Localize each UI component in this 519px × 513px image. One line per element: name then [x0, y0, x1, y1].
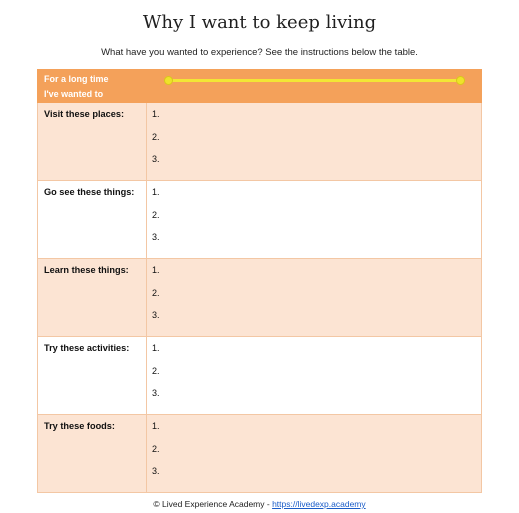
list-item[interactable]: 3. [152, 388, 160, 398]
page-subtitle: What have you wanted to experience? See the instructions below the table. [101, 47, 418, 58]
list-item[interactable]: 2. [152, 365, 160, 376]
list-item[interactable]: 2. [152, 131, 160, 142]
header-label-cell [38, 70, 147, 103]
header-label-line-2: I've wanted to [44, 89, 104, 99]
row-label-try-foods: Try these foods: [44, 421, 115, 431]
list-item[interactable]: 1. [152, 343, 160, 353]
highlighter-stroke [167, 79, 460, 82]
table-row [38, 415, 482, 493]
row-label-cell [38, 103, 147, 181]
header-label-line-1: For a long time [44, 74, 109, 84]
list-item[interactable]: 1. [152, 109, 160, 119]
list-item[interactable]: 2. [152, 287, 160, 298]
row-entry-cell[interactable] [147, 415, 482, 493]
row-label-cell [38, 337, 147, 415]
row-label-learn-things: Learn these things: [44, 265, 129, 275]
table-header-row [38, 70, 482, 103]
row-label-try-activities: Try these activities: [44, 343, 130, 353]
header-blank-cell[interactable] [147, 70, 482, 103]
row-entry-cell[interactable] [147, 103, 482, 181]
row-label-cell [38, 259, 147, 337]
table-row [38, 259, 482, 337]
highlighter-endpoint-right[interactable] [456, 76, 465, 85]
list-item[interactable]: 2. [152, 209, 160, 220]
row-label-cell [38, 415, 147, 493]
list-item[interactable]: 2. [152, 443, 160, 454]
row-label-cell [38, 181, 147, 259]
highlighter-endpoint-left[interactable] [164, 76, 173, 85]
table-row [38, 337, 482, 415]
row-entry-cell[interactable] [147, 259, 482, 337]
row-entry-cell[interactable] [147, 181, 482, 259]
table-row [38, 103, 482, 181]
page-title: Why I want to keep living [142, 12, 377, 33]
list-item[interactable]: 1. [152, 265, 160, 275]
list-item[interactable]: 3. [152, 466, 160, 476]
footer-credit: © Lived Experience Academy - [153, 499, 273, 509]
row-label-see-things: Go see these things: [44, 187, 135, 197]
table-row [38, 181, 482, 259]
list-item[interactable]: 1. [152, 421, 160, 431]
row-label-visit-places: Visit these places: [44, 109, 125, 119]
list-item[interactable]: 3. [152, 232, 160, 242]
list-item[interactable]: 3. [152, 310, 160, 320]
list-item[interactable]: 3. [152, 154, 160, 164]
page-footer [0, 499, 519, 509]
list-item[interactable]: 1. [152, 187, 160, 197]
row-entry-cell[interactable] [147, 337, 482, 415]
footer-link[interactable]: https://livedexp.academy [272, 499, 366, 509]
experience-table [37, 69, 482, 493]
